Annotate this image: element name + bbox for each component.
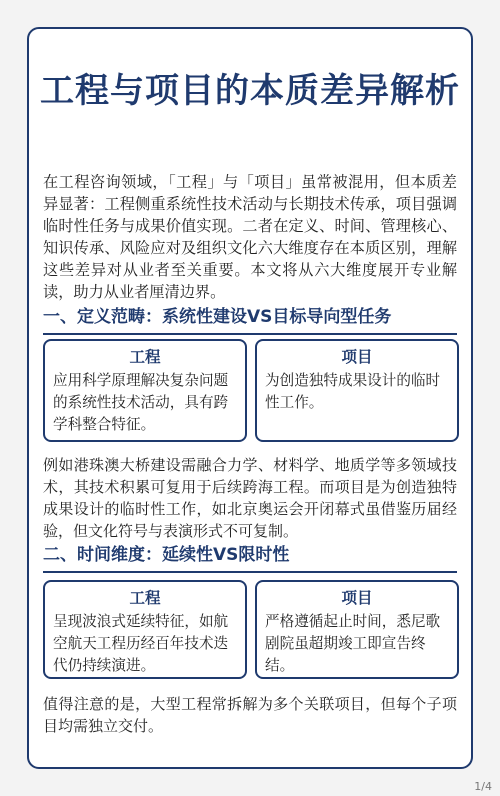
box-body: 严格遵循起止时间，悉尼歌剧院虽超期竣工即宣告终结。 — [265, 613, 441, 674]
box-title: 工程 — [129, 589, 161, 607]
section-paragraph-definition: 例如港珠澳大桥建设需融合力学、材料学、地质学等多领域技术，其技术积累可复用于后续跨海工程。而项目是为创造独特成果设计的临时性工作，如北京奥运会开闭幕式虽借鉴历届经验，但文化符号与表演形式不可复制。 — [43, 456, 457, 540]
intro-paragraph: 在工程咨询领域，「工程」与「项目」虽常被混用，但本质差异显著：工程侧重系统性技术活动与长期技术传承，项目强调临时性任务与成果价值实现。二者在定义、时间、管理核心、知识传承、风险应对及组织文化六大维度存在本质区别，理解这些差异对从业者至关重要。本文将从六大维度展开专业解读，助力从业者厘清边界。 — [43, 173, 457, 301]
box-engineering-definition — [43, 339, 247, 442]
page-title: 工程与项目的本质差异解析 — [40, 71, 460, 111]
box-project-time — [255, 580, 459, 679]
document-card — [27, 27, 473, 769]
page-number: 1/4 — [474, 780, 492, 793]
section-paragraph-time: 值得注意的是，大型工程常拆解为多个关联项目，但每个子项目均需独立交付。 — [43, 695, 457, 735]
box-body: 为创造独特成果设计的临时性工作。 — [265, 372, 441, 411]
box-title: 工程 — [129, 348, 161, 366]
box-title: 项目 — [341, 348, 373, 366]
box-body: 应用科学原理解决复杂问题的系统性技术活动，具有跨学科整合特征。 — [53, 372, 229, 433]
box-engineering-time — [43, 580, 247, 679]
box-title: 项目 — [341, 589, 373, 607]
box-body: 呈现波浪式延续特征，如航空航天工程历经百年技术迭代仍持续演进。 — [53, 613, 229, 674]
section-heading-definition: 一、定义范畴：系统性建设VS目标导向型任务 — [43, 305, 457, 335]
section-heading-time: 二、时间维度：延续性VS限时性 — [43, 543, 457, 573]
box-project-definition — [255, 339, 459, 442]
